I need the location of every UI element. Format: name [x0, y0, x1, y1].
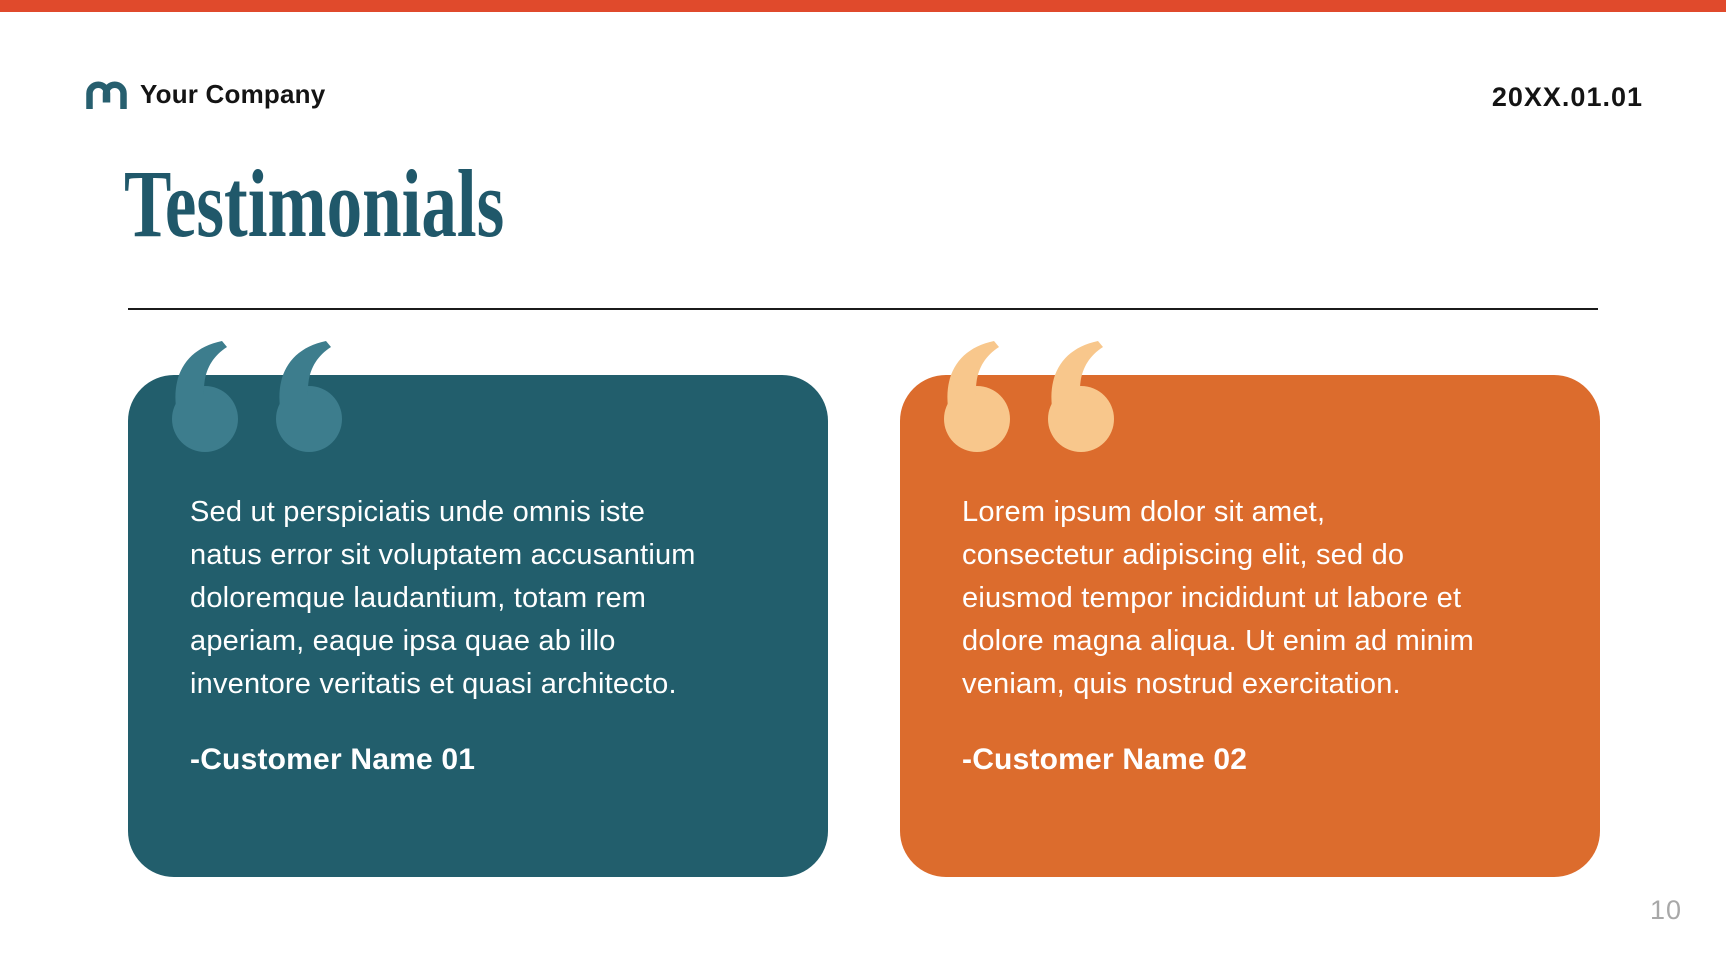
testimonial-card-01	[128, 375, 828, 877]
title-divider	[128, 308, 1598, 310]
company-name: Your Company	[140, 79, 326, 109]
testimonial-author: -Customer Name 02	[962, 743, 1248, 776]
testimonial-author: -Customer Name 01	[190, 743, 476, 776]
testimonial-content	[190, 491, 784, 777]
company-logo	[86, 79, 325, 110]
quote-icon	[944, 341, 1124, 453]
page-number: 10	[1649, 895, 1682, 925]
testimonial-content	[962, 491, 1556, 777]
top-accent-bar	[0, 0, 1726, 12]
testimonial-card-02	[900, 375, 1600, 877]
testimonial-quote-text: Lorem ipsum dolor sit amet, consectetur adipiscing elit, sed do eiusmod tempor incididunt ut labore et dolore magna aliqua. Ut enim ad minim veniam, quis nostrud exercitation.	[962, 496, 1474, 700]
page-title: Testimonials	[124, 150, 505, 257]
header-date: 20XX.01.01	[1491, 82, 1643, 112]
testimonial-quote-text: Sed ut perspiciatis unde omnis iste natus error sit voluptatem accusantium doloremque laudantium, totam rem aperiam, eaque ipsa quae ab illo inventore veritatis et quasi architecto.	[190, 496, 696, 700]
quote-icon	[172, 341, 352, 453]
logo-m-icon	[86, 81, 127, 109]
